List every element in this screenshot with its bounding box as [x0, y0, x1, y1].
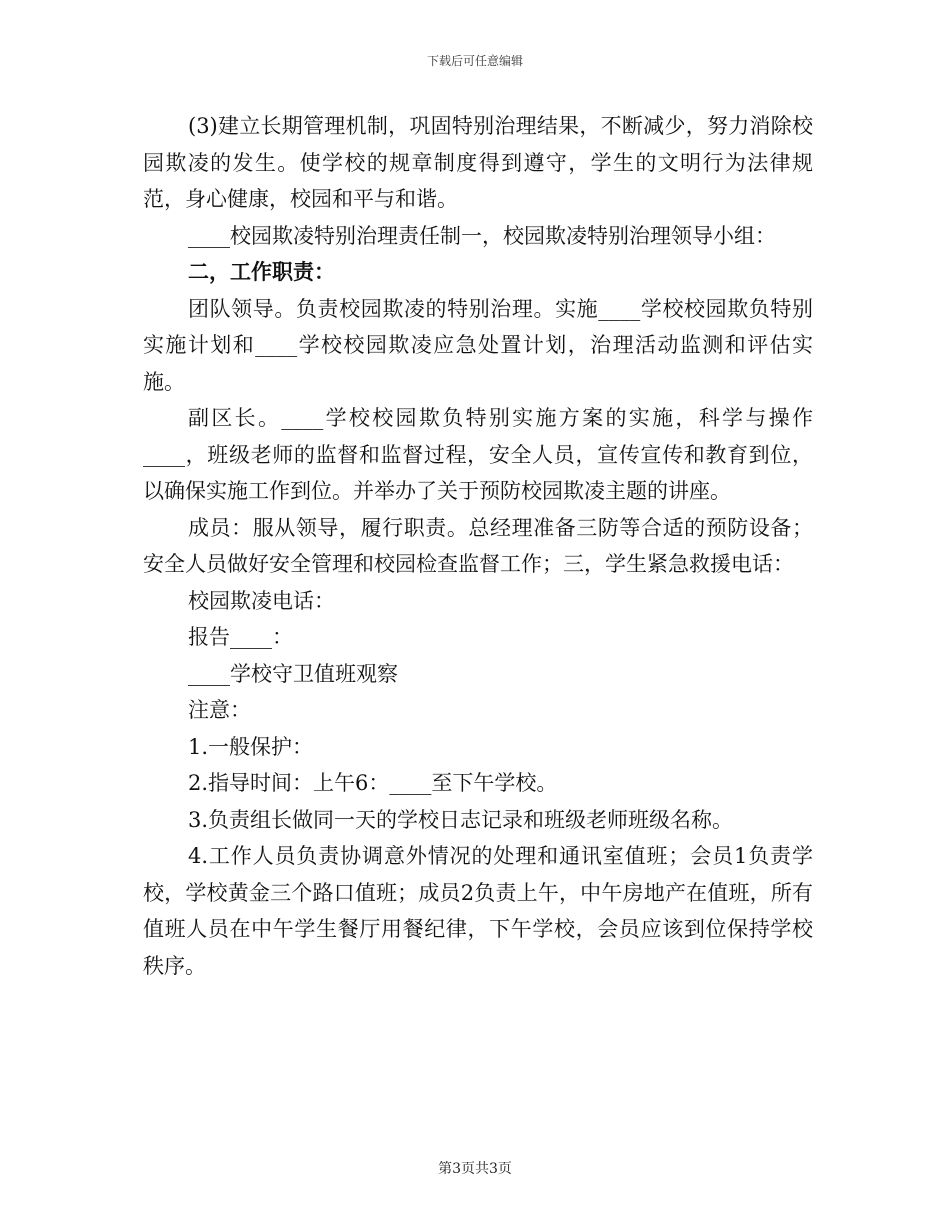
- paragraph-members: 成员：服从领导，履行职责。总经理准备三防等合适的预防设备；安全人员做好安全管理和校园检查监督工作；三，学生紧急救援电话：: [143, 515, 813, 576]
- paragraph-mechanism: (3)建立长期管理机制，巩固特别治理结果，不断减少，努力消除校园欺凌的发生。使学校的规章制度得到遵守，学生的文明行为法律规范，身心健康，校园和平与和谐。: [143, 114, 813, 211]
- list-item-3: 3.负责组长做同一天的学校日志记录和班级老师班级名称。: [188, 807, 734, 832]
- document-body: [143, 108, 813, 984]
- page-footer: 第3页共3页: [438, 1161, 512, 1177]
- paragraph-deputy: 副区长。____学校校园欺负特别实施方案的实施，科学与操作____，班级老师的监督和监督过程，安全人员，宣传宣传和教育到位，以确保实施工作到位。并举办了关于预防校园欺凌主题的讲座。: [143, 406, 813, 503]
- section-heading-duties: 二，工作职责：: [188, 259, 335, 284]
- paragraph-report: 报告____：: [188, 625, 293, 649]
- paragraph-responsibility-system: ____校园欺凌特别治理责任制一，校园欺凌特别治理领导小组：: [188, 223, 776, 248]
- list-item-1: 1.一般保护：: [188, 734, 314, 759]
- list-item-2: 2.指导时间：上午6：____至下午学校。: [188, 771, 558, 795]
- paragraph-guard-duty: ____学校守卫值班观察: [188, 661, 398, 686]
- page-header: 下载后可任意编辑: [426, 54, 523, 68]
- list-item-4: 4.工作人员负责协调意外情况的处理和通讯室值班；会员1负责学校，学校黄金三个路口值班；成员2负责上午，中午房地产在值班，所有值班人员在中午学生餐厅用餐纪律，下午学校，会员应该到位保持学校秩序。: [143, 844, 813, 978]
- paragraph-team-leader: 团队领导。负责校园欺凌的特别治理。实施____学校校园欺负特别实施计划和____学校校园欺凌应急处置计划，治理活动监测和评估实施。: [143, 296, 813, 394]
- paragraph-notes-heading: 注意：: [188, 698, 251, 722]
- paragraph-bullying-phone: 校园欺凌电话：: [188, 588, 335, 613]
